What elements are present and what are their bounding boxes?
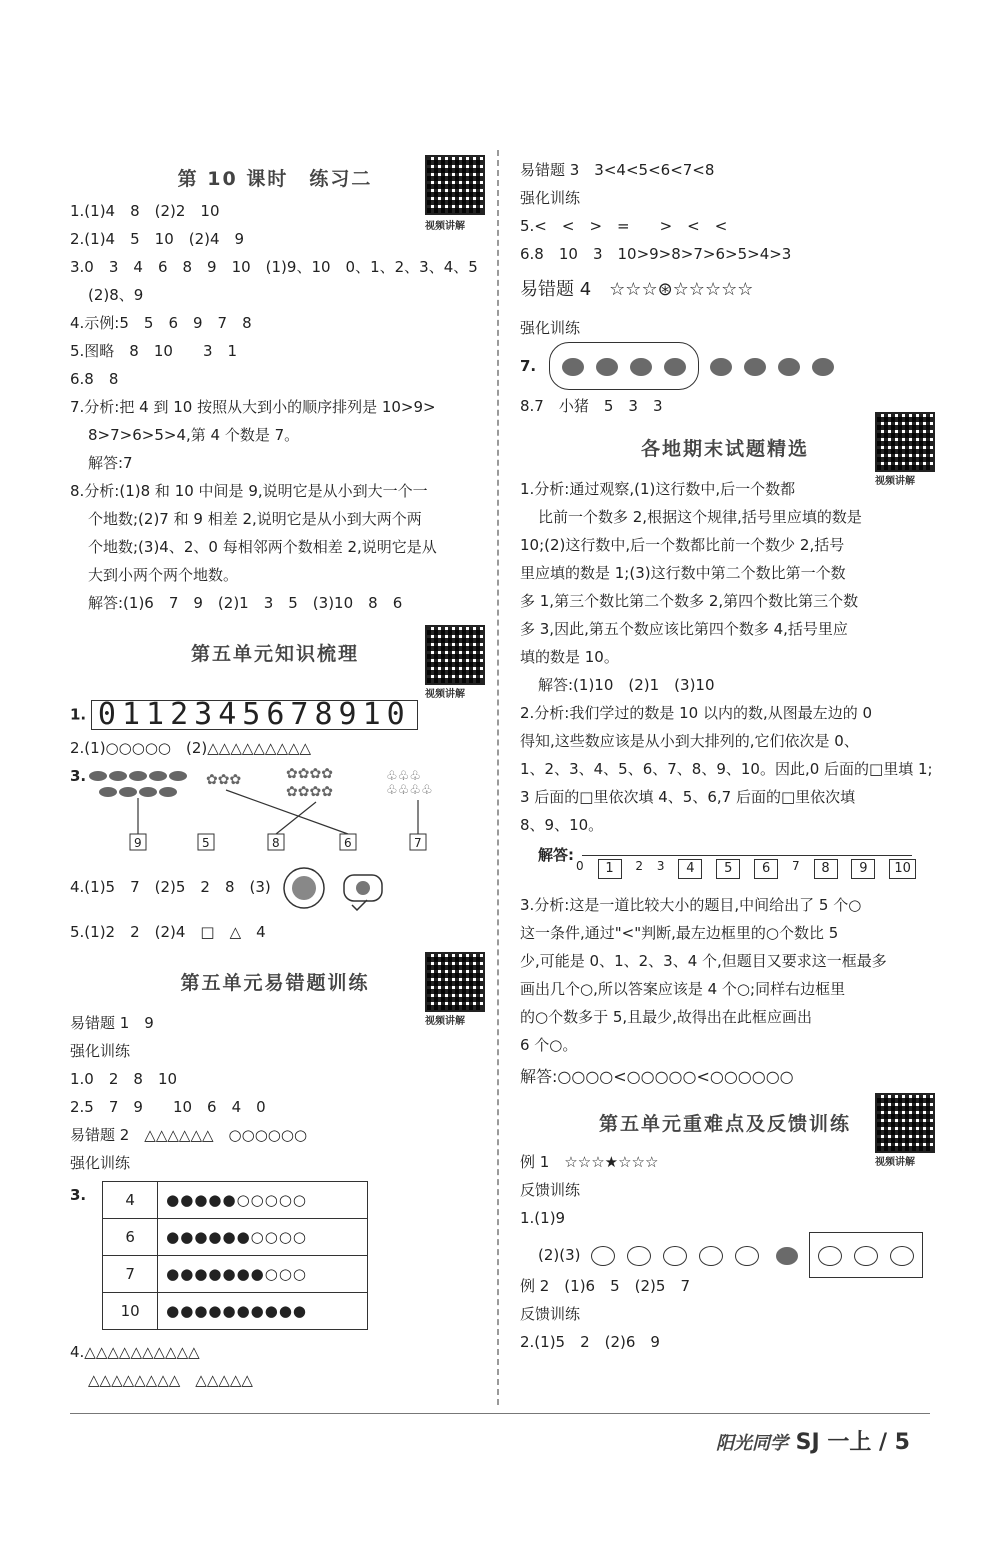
answer-line: 1、2、3、4、5、6、7、8、9、10。因此,0 后面的□里填 1;	[520, 760, 933, 778]
tick-label: 3	[656, 859, 665, 873]
matching-figure	[86, 762, 466, 862]
answer-line: 个地数;(2)7 和 9 相差 2,说明它是从小到大两个两	[88, 510, 422, 528]
apple-outline-icon	[663, 1246, 687, 1266]
answer-line: 2.分析:我们学过的数是 10 以内的数,从图最左边的 0	[520, 704, 873, 722]
answer-line: 反馈训练	[520, 1181, 581, 1199]
answer-line: 3.分析:这是一道比较大小的题目,中间给出了 5 个○	[520, 896, 862, 914]
circles-comparison-answer: 解答:○○○○<○○○○○<○○○○○○	[520, 1067, 794, 1086]
final-exam-answers	[520, 475, 933, 839]
key-points-answers	[520, 1148, 930, 1232]
qr-label: 视频讲解	[875, 1157, 915, 1168]
answer-line: 2.5 7 9 10 6 4 0	[70, 1098, 266, 1116]
svg-text:♧♧♧♧: ♧♧♧♧	[386, 783, 433, 798]
section-title-unit5-mistakes: 第五单元易错题训练	[180, 972, 370, 994]
answer-line: 少,可能是 0、1、2、3、4 个,但题目又要求这一框最多	[520, 952, 887, 970]
section-title-unit5-review: 第五单元知识梳理	[190, 643, 359, 665]
tick-box: 4	[678, 859, 702, 879]
apple-icon	[778, 358, 800, 376]
left-column	[70, 150, 480, 1394]
answer-line: 大到小两个两个地数。	[88, 566, 239, 584]
answer-line: 易错题 1 9	[70, 1014, 154, 1032]
qr-code-icon[interactable]	[875, 1093, 935, 1153]
answer-line: 1.(1)4 8 (2)2 10	[70, 202, 220, 220]
row-dots: ●●●●●●○○○○	[158, 1219, 368, 1256]
answer-line: 4.示例:5 5 6 9 7 8	[70, 314, 252, 332]
dots-table	[102, 1181, 368, 1330]
table-row	[103, 1219, 368, 1256]
q-number: 3.	[70, 767, 87, 785]
answer-line: 6 个○。	[520, 1036, 578, 1054]
page-footer	[716, 1425, 910, 1456]
answer-line: 强化训练	[70, 1042, 131, 1060]
answer-line: 的○个数多于 5,且最少,故得出在此框应画出	[520, 1008, 812, 1026]
apple-box	[809, 1232, 923, 1278]
answer-line: 例 2 (1)6 5 (2)5 7	[520, 1277, 690, 1295]
row-dots: ●●●●●○○○○○	[158, 1182, 368, 1219]
apple-outline-icon	[627, 1246, 651, 1266]
tick-box: 1	[598, 859, 622, 879]
tick-label: 0	[576, 859, 584, 873]
svg-text:✿✿✿: ✿✿✿	[206, 772, 242, 788]
qr-label: 视频讲解	[425, 221, 465, 232]
mistake-q4-a: 4.△△△△△△△△△△	[70, 1343, 200, 1361]
row-dots: ●●●●●●●●●●	[158, 1293, 368, 1330]
key-points-answers-2	[520, 1272, 930, 1356]
apple-outline-icon	[735, 1246, 759, 1266]
apple-icon	[562, 358, 584, 376]
qr-code-icon[interactable]	[425, 952, 485, 1012]
row-dots: ●●●●●●●○○○	[158, 1256, 368, 1293]
row-number: 4	[103, 1182, 158, 1219]
answer-line: 10;(2)这行数中,后一个数都比前一个数少 2,括号	[520, 536, 845, 554]
apple-icon	[744, 358, 766, 376]
answer-line: 7.分析:把 4 到 10 按照从大到小的顺序排列是 10>9>	[70, 398, 436, 416]
answer-line: 反馈训练	[520, 1305, 581, 1323]
answer-line: 例 1 ☆☆☆★☆☆☆	[520, 1153, 659, 1171]
answer-line: 解答:(1)10 (2)1 (3)10	[538, 676, 715, 694]
qr-code-icon[interactable]	[425, 155, 485, 215]
ball-and-phone-icons	[282, 865, 392, 911]
apple-outline-icon	[818, 1246, 842, 1266]
answer-line: 强化训练	[520, 189, 581, 207]
review-q2: 2.(1)○○○○○ (2)△△△△△△△△△	[70, 739, 312, 757]
brand-logo: 阳光同学	[715, 1433, 788, 1454]
answer-line: 8.分析:(1)8 和 10 中间是 9,说明它是从小到大一个一	[70, 482, 428, 500]
row-number: 7	[103, 1256, 158, 1293]
lesson10-answers	[70, 197, 480, 617]
q-number: 3.	[70, 1186, 87, 1204]
page-code: SJ 一上 / 5	[795, 1430, 910, 1455]
right-column	[520, 150, 933, 1356]
apple-outline-icon	[890, 1246, 914, 1266]
svg-text:✿✿✿✿: ✿✿✿✿	[286, 766, 333, 782]
apple-icon	[596, 358, 618, 376]
number-line-labels	[576, 859, 916, 879]
apple-outline-icon	[591, 1246, 615, 1266]
number-line-answer	[520, 841, 930, 891]
column-divider	[497, 150, 499, 1405]
qr-code-icon[interactable]	[875, 412, 935, 472]
q-label: (2)(3)	[538, 1246, 581, 1264]
final-exam-q3	[520, 891, 930, 1059]
mistake4-stars: 易错题 4 ☆☆☆⊛☆☆☆☆☆	[520, 279, 754, 300]
table-row	[103, 1293, 368, 1330]
tick-box: 10	[889, 859, 916, 879]
answer-line: 8.7 小猪 5 3 3	[520, 397, 663, 415]
answer-line: 5.图略 8 10 3 1	[70, 342, 238, 360]
review-q4	[70, 862, 480, 912]
answer-line: 填的数是 10。	[520, 648, 619, 666]
answer-line: 1.分析:通过观察,(1)这行数中,后一个数都	[520, 480, 796, 498]
answer-line: 2.(1)5 2 (2)6 9	[520, 1333, 660, 1351]
strong-training-label: 强化训练	[520, 319, 581, 337]
qr-label: 视频讲解	[425, 689, 465, 700]
row-number: 10	[103, 1293, 158, 1330]
answer-line: 这一条件,通过"<"判断,最左边框里的○个数比 5	[520, 924, 839, 942]
answer-line: 6.8 8	[70, 370, 119, 388]
match-box: 5	[202, 836, 210, 850]
answer-line: 3 后面的□里依次填 4、5、6,7 后面的□里依次填	[520, 788, 856, 806]
mistake-q3	[70, 1181, 480, 1330]
tick-box: 9	[851, 859, 875, 879]
mistake-q4-b: △△△△△△△△ △△△△△	[88, 1371, 253, 1389]
q4-text: 4.(1)5 7 (2)5 2 8 (3)	[70, 878, 271, 896]
mistake-answers	[70, 1009, 480, 1177]
tick-label: 2	[635, 859, 644, 873]
section-title-lesson10: 第 10 课时 练习二	[177, 168, 373, 190]
section-title-final-exams: 各地期末试题精选	[640, 438, 809, 460]
apple-group-outline	[549, 342, 699, 390]
answer-line: 解答:(1)6 7 9 (2)1 3 5 (3)10 8 6	[88, 594, 403, 612]
digit-writing-grid: 0112345678910	[91, 700, 418, 730]
review-q1	[70, 697, 480, 732]
answer-line: 5.< < > = > < <	[520, 217, 728, 235]
answer-line: 8>7>6>5>4,第 4 个数是 7。	[88, 426, 300, 444]
answer-line: 强化训练	[70, 1154, 131, 1172]
answer-line: 得知,这些数应该是从小到大排列的,它们依次是 0、	[520, 732, 859, 750]
review-q5: 5.(1)2 2 (2)4 □ △ 4	[70, 923, 266, 941]
answer-line: 2.(1)4 5 10 (2)4 9	[70, 230, 245, 248]
answer-line: 多 3,因此,第五个数应该比第四个数多 4,括号里应	[520, 620, 848, 638]
match-box: 7	[414, 836, 422, 850]
answer-line: 3.0 3 4 6 8 9 10 (1)9、10 0、1、2、3、4、5	[70, 258, 478, 276]
apple-icon	[664, 358, 686, 376]
svg-text:♧♧♧: ♧♧♧	[386, 769, 421, 784]
answer-line: 比前一个数多 2,根据这个规律,括号里应填的数是	[538, 508, 862, 526]
qr-code-icon[interactable]	[425, 625, 485, 685]
answer-line: 个地数;(3)4、2、0 每相邻两个数相差 2,说明它是从	[88, 538, 437, 556]
row-number: 6	[103, 1219, 158, 1256]
qr-label: 视频讲解	[875, 476, 915, 487]
answer-line: 多 1,第三个数比第二个数多 2,第四个数比第三个数	[520, 592, 859, 610]
review-q3	[70, 762, 480, 862]
answer-line: 画出几个○,所以答案应该是 4 个○;同样右边框里	[520, 980, 846, 998]
match-box: 9	[134, 836, 142, 850]
answer-line: 1.0 2 8 10	[70, 1070, 178, 1088]
match-box: 6	[344, 836, 352, 850]
feedback-apples	[520, 1232, 930, 1272]
answer-line: 易错题 2 △△△△△△ ○○○○○○	[70, 1126, 308, 1144]
apples-row	[520, 342, 930, 384]
q-number: 7.	[520, 357, 537, 375]
footer-rule	[70, 1413, 930, 1414]
apple-outline-icon	[699, 1246, 723, 1266]
number-line	[582, 855, 912, 856]
tick-box: 8	[814, 859, 838, 879]
match-box: 8	[272, 836, 280, 850]
apple-outline-icon	[854, 1246, 878, 1266]
qr-label: 视频讲解	[425, 1016, 465, 1027]
apple-icon	[710, 358, 732, 376]
right-top-answers	[520, 156, 930, 268]
answer-line: 1.(1)9	[520, 1209, 566, 1227]
apple-filled-icon	[776, 1247, 798, 1265]
answer-label: 解答:	[538, 846, 574, 864]
answer-line: 里应填的数是 1;(3)这行数中第二个数比第一个数	[520, 564, 846, 582]
tick-box: 5	[716, 859, 740, 879]
table-row	[103, 1182, 368, 1219]
svg-text:✿✿✿✿: ✿✿✿✿	[286, 784, 333, 800]
answer-line: 6.8 10 3 10>9>8>7>6>5>4>3	[520, 245, 792, 263]
tick-box: 6	[754, 859, 778, 879]
answer-line: 8、9、10。	[520, 816, 604, 834]
section-title-unit5-key-points: 第五单元重难点及反馈训练	[598, 1113, 851, 1135]
table-row	[103, 1256, 368, 1293]
q-number: 1.	[70, 705, 87, 724]
tick-label: 7	[792, 859, 800, 873]
answer-line: (2)8、9	[88, 286, 144, 304]
apple-icon	[812, 358, 834, 376]
answer-line: 易错题 3 3<4<5<6<7<8	[520, 161, 715, 179]
answer-line: 解答:7	[88, 454, 133, 472]
apple-icon	[630, 358, 652, 376]
